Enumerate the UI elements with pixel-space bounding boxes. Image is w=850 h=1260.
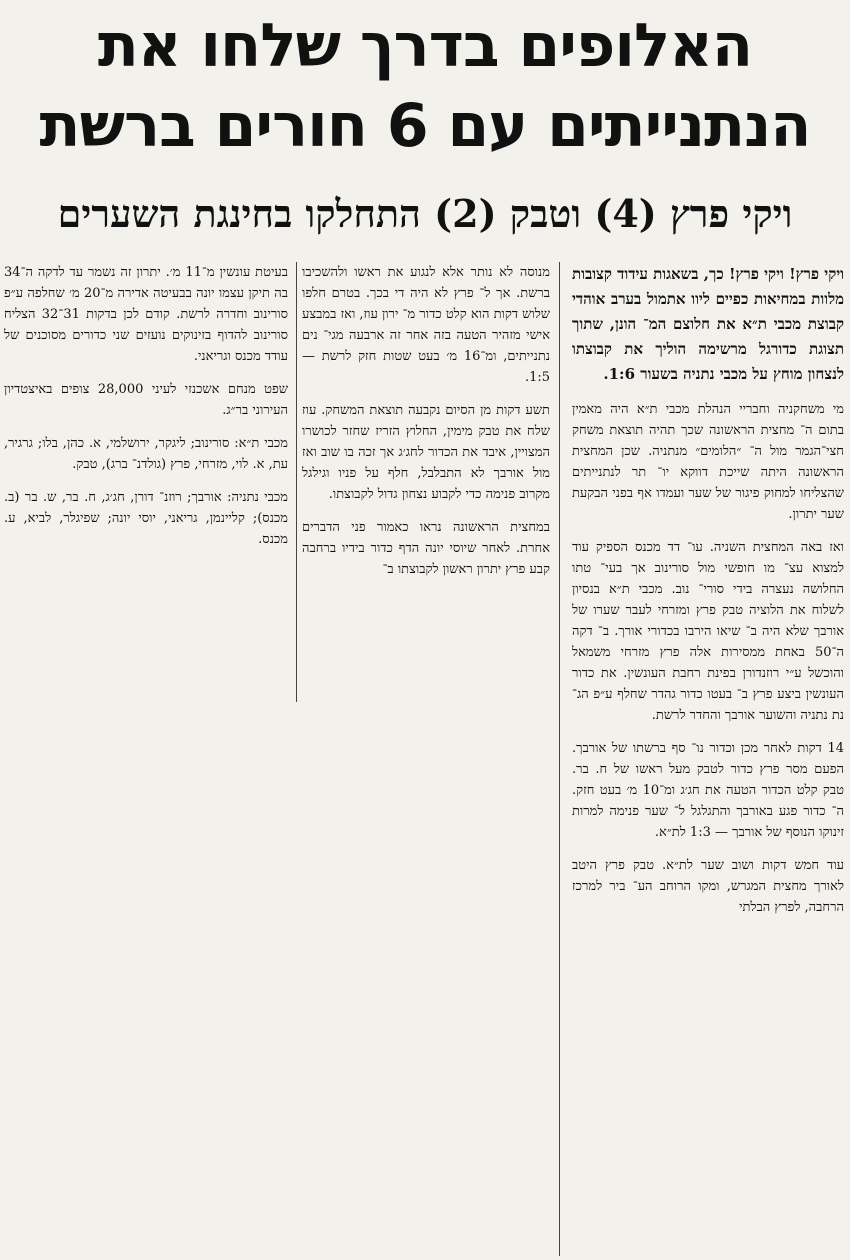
column-divider [296, 262, 297, 702]
referee-paragraph: שפט מנחם אשכנזי לעיני 28,000 צופים באיצטדיון העירוני בר״ג. [4, 382, 288, 418]
body-paragraph: מי משחקניה וחבריי הנהלת מכבי ת״א היה מאמין בתום ה־ מחצית הראשונה שכך תהיה תוצאת משחק חצי־הגמר מול ה־ ״הלומים״ מנתניה. שכן המחצית הראשונה היתה שייכת דווקא יו־ תר לנתנייתים שהצליחו למחוק פיגור של שער ועמדו אף בפני הבקעת שער יתרון. [572, 402, 844, 522]
lineup-maccabi-netanya: מכבי נתניה: אורבך; רוזנ־ דורן, חג׳ג, ח. בר, ש. בר (ב. מכנס); קליינמן, גריאני, יוסי יונה; שפיגלר, לביא, ע. מכנס. [4, 490, 288, 547]
body-paragraph: מנוסה לא נותר אלא לנגוע את ראשו ולהשכיבו ברשת. אך ל־ פרץ לא היה די בכך. בטרם חלפו שלוש דקות הוא קלט כדור מ־ ירון עוז, ואז במבצע אישי מזהיר הטעה בזה אחר זה ארבעה מגי־ נים נתנייתים, ומ־16 מ׳ בעט שטות חזק לרשת — 1:5. [302, 265, 550, 385]
body-paragraph: עוד חמש דקות ושוב שער לת״א. טבק פרץ היטב לאורך מחצית המגרש, ומקו הרוחב הע־ ביר למרכז הרחבה, לפרץ הבלתי [572, 858, 844, 915]
article-column-1 [572, 262, 844, 1256]
headline-line-1: האלופים בדרך שלחו את [97, 11, 753, 81]
body-paragraph: 14 דקות לאחר מכן וכדור נו־ סף ברשתו של אורבך. הפעם מסר פרץ כדור לטבק מעל ראשו של ח. בר. טבק קלט הכדור הטעה את חג׳ג ומ־10 מ׳ בעט חזק. ה־ כדור פגע באורבך והתגלגל ל־ שער פנימה למרות זינוקו הנוסף של אורבך — 1:3 לת״א. [572, 741, 844, 840]
subheadline: ויקי פרץ (4) וטבק (2) התחלקו בחינגת השערים [57, 191, 793, 236]
article-column-2 [302, 262, 550, 702]
body-paragraph: תשע דקות מן הסיום נקבעה תוצאת המשחק. עוז שלח את טבק מימין, החלוץ הזריז שחזר לכושרו המצויין, איבד את הכדור לחג׳ג אך זכה בו שוב ואז מול אורבך לא התבלבל, חלף על פניו וגילגל מקרוב פנימה כדי לקבוע נצחון גדול לקבוצתו. [302, 403, 550, 502]
article-column-3 [4, 262, 288, 702]
body-paragraph: במחצית הראשונה נראו כאמור פני הדברים אחרת. לאחר שיוסי יונה הדף כדור בידיו ברחבה קבע פרץ יתרון ראשון לקבוצתו ב־ [302, 520, 550, 577]
body-paragraph: ואז באה המחצית השניה. עו־ דד מכנס הספיק עוד למצוא עצ־ מו חופשי מול סורינוב אך בעי־ טתו החלושה נעצרה בידי סורי־ נוב. מכבי ת״א בנסיון לשלוח את הלוציה טבק פרץ ומזרחי לעבר שערו של אורבך שלא היה ב־ שיאו הירבו בכדורי אורך. ב־ דקה ה־50 באחת ממסירות אלה פרץ מזרחי משמאל והוכשל ע״י רוזנדורן בפינת רחבת העונשין. את כדור העונשין ביצע פרץ ב־ בעטו כדור גהדר שחלף ע״פ הג־ נת נתניה והשוער אורבך והחדר לרשת. [572, 540, 844, 723]
lead-paragraph: ויקי פרץ! ויקי פרץ! כך, בשאגות עידוד קצובות מלוות במחיאות כפיים ליוו אתמול בערב אוהדי קבוצת מכבי ת״א את חלוצם המ־ הונן, שתוך תצוגת כדורגל מרשימה הוליך את קבוצתו לנצחון מוחץ על מכבי נתניה בשעור 1:6. [572, 265, 844, 383]
lineup-maccabi-tel-aviv: מכבי ת״א: סורינוב; ליגקר, ירושלמי, א. כהן, בלו; גרגיר, עת, א. לוי, מזרחי, פרץ (גולדנ־ ברג), טבק. [4, 436, 288, 472]
body-paragraph: בעיטת עונשין מ־11 מ׳. יתרון זה נשמר עד לדקה ה־34 בה תיקן עצמו יונה בבעיטה אדירה מ־20 מ׳ שחלפה ע״פ סורינוב וחדרה לרשת. קודם לכן בדקות 31־32 הצליח סורינוב להדוף בזינוקים נועזים שני כדורים מסוכנים של עודד מכנס וגריאני. [4, 265, 288, 364]
headline-line-2: הנתנייתים עם 6 חורים ברשת [39, 91, 811, 161]
column-divider [559, 262, 560, 1256]
